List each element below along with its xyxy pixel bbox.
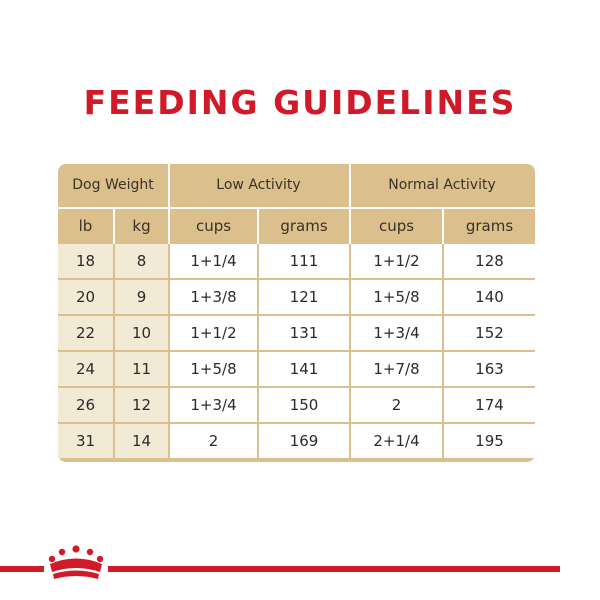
table-cell: 195: [444, 424, 535, 458]
table-cell: 26: [58, 388, 113, 422]
table-cell: 31: [58, 424, 113, 458]
footer-line-left: [0, 566, 44, 572]
table-cell: 8: [115, 244, 168, 278]
table-cell: 1+1/2: [170, 316, 257, 350]
table-cell: 9: [115, 280, 168, 314]
page-title: FEEDING GUIDELINES: [83, 83, 517, 122]
table-cell: 140: [444, 280, 535, 314]
table-cell: 22: [58, 316, 113, 350]
table-cell: 18: [58, 244, 113, 278]
feeding-table: [58, 164, 535, 462]
table-cell: 128: [444, 244, 535, 278]
table-cell: 111: [259, 244, 349, 278]
table-cell: 14: [115, 424, 168, 458]
table-cell: 2+1/4: [351, 424, 442, 458]
table-cell: 10: [115, 316, 168, 350]
subheader-lb: lb: [78, 217, 93, 235]
table-cell: 1+5/8: [170, 352, 257, 386]
table-cell: 1+1/4: [170, 244, 257, 278]
table-cell: 1+7/8: [351, 352, 442, 386]
subheader-normal-cups: cups: [378, 217, 415, 235]
header-low-activity: Low Activity: [216, 177, 301, 193]
table-cell: 150: [259, 388, 349, 422]
table-cell: 1+3/4: [351, 316, 442, 350]
header-dog-weight: Dog Weight: [72, 177, 154, 193]
table-cell: 131: [259, 316, 349, 350]
table-cell: 1+5/8: [351, 280, 442, 314]
table-cell: 12: [115, 388, 168, 422]
subheader-low-cups: cups: [195, 217, 232, 235]
footer-line-right: [108, 566, 560, 572]
subheader-normal-grams: grams: [465, 217, 514, 235]
table-cell: 24: [58, 352, 113, 386]
table-cell: 20: [58, 280, 113, 314]
table-cell: 1+1/2: [351, 244, 442, 278]
table-cell: 169: [259, 424, 349, 458]
table-cell: 1+3/8: [170, 280, 257, 314]
table-cell: 152: [444, 316, 535, 350]
table-cell: 2: [351, 388, 442, 422]
subheader-kg: kg: [132, 217, 151, 235]
table-cell: 11: [115, 352, 168, 386]
royal-crown-logo-icon: [44, 545, 108, 585]
table-cell: 1+3/4: [170, 388, 257, 422]
table-cell: 163: [444, 352, 535, 386]
table-cell: 141: [259, 352, 349, 386]
subheader-low-grams: grams: [280, 217, 328, 235]
table-cell: 2: [170, 424, 257, 458]
table-cell: 121: [259, 280, 349, 314]
table-cell: 174: [444, 388, 535, 422]
header-normal-activity: Normal Activity: [388, 177, 496, 193]
